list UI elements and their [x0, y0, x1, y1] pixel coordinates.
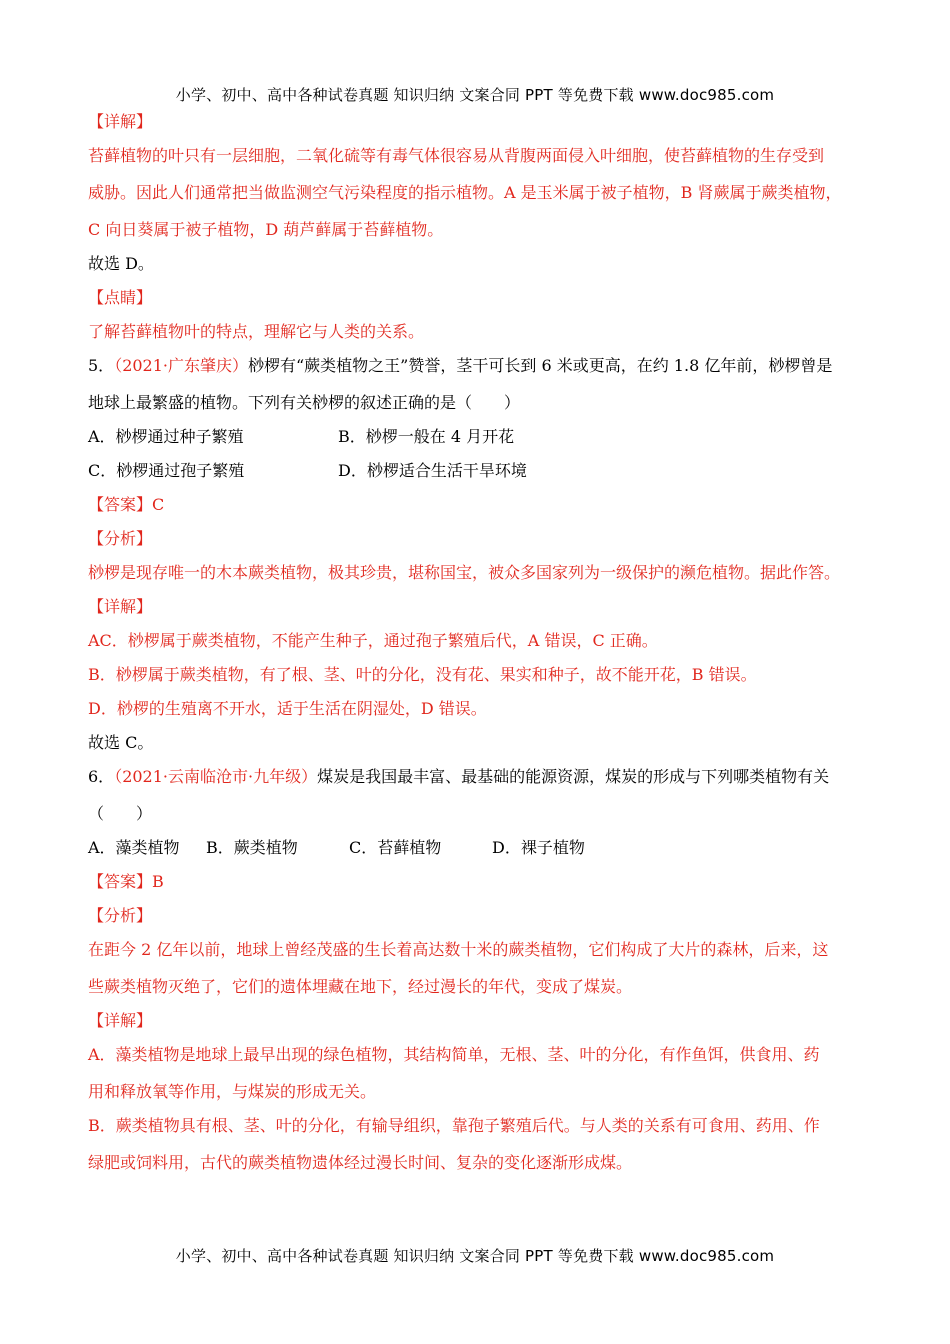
question-source: （2021·云南临沧市·九年级）: [114, 767, 318, 786]
detail-line: A．藻类植物是地球上最早出现的绿色植物，其结构简单，无根、茎、叶的分化，有作鱼饵，供食用、药: [88, 1045, 820, 1064]
answer-value: C: [152, 495, 165, 514]
detail-tag: 【详解】: [88, 1011, 153, 1030]
conclusion: 故选 D。: [88, 254, 154, 273]
question-number: 5．: [88, 356, 115, 375]
detail-line: D．桫椤的生殖离不开水，适于生活在阴湿处，D 错误。: [88, 699, 487, 718]
detail-line: B．蕨类植物具有根、茎、叶的分化，有输导组织，靠孢子繁殖后代。与人类的关系有可食用、药用、作: [88, 1116, 820, 1135]
option-c: C．桫椤通过孢子繁殖: [88, 461, 245, 480]
detail-line: 用和释放氧等作用，与煤炭的形成无关。: [88, 1082, 377, 1101]
page-footer: 小学、初中、高中各种试卷真题 知识归纳 文案合同 PPT 等免费下载 www.doc985.com: [175, 1247, 775, 1265]
option-b: B．桫椤一般在 4 月开花: [338, 427, 515, 446]
answer-tag: 【答案】: [88, 495, 153, 514]
detail-tag: 【详解】: [88, 597, 153, 616]
options-row: [88, 425, 868, 449]
option-d: D．裸子植物: [492, 838, 585, 857]
detail-tag: 【详解】: [88, 112, 153, 131]
question-stem-text: 桫椤有“蕨类植物之王”赞誉，茎干可长到 6 米或更高，在约 1.8 亿年前，桫椤曾是: [248, 356, 833, 375]
detail-line: B．桫椤属于蕨类植物，有了根、茎、叶的分化，没有花、果实和种子，故不能开花，B 错误。: [88, 665, 757, 684]
answer-value: B: [152, 872, 164, 891]
answer-line: [88, 870, 868, 894]
document-body: [88, 110, 868, 1185]
analysis-tag: 【分析】: [88, 529, 153, 548]
option-d: D．桫椤适合生活干旱环境: [338, 461, 527, 480]
question-source: （2021·广东肇庆）: [114, 356, 248, 375]
detail-line: C 向日葵属于被子植物，D 葫芦藓属于苔藓植物。: [88, 220, 444, 239]
question-number: 6．: [88, 767, 115, 786]
option-a: A．藻类植物: [88, 838, 180, 857]
conclusion: 故选 C。: [88, 733, 154, 752]
detail-line: 苔藓植物的叶只有一层细胞，二氧化硫等有毒气体很容易从背腹两面侵入叶细胞，使苔藓植物的生存受到: [88, 146, 825, 165]
detail-line: AC．桫椤属于蕨类植物，不能产生种子，通过孢子繁殖后代，A 错误，C 正确。: [88, 631, 658, 650]
question-stem-text: 煤炭是我国最丰富、最基础的能源资源，煤炭的形成与下列哪类植物有关: [317, 767, 830, 786]
answer-line: [88, 493, 868, 517]
analysis-tag: 【分析】: [88, 906, 153, 925]
detail-line: 绿肥或饲料用，古代的蕨类植物遗体经过漫长时间、复杂的变化逐渐形成煤。: [88, 1153, 633, 1172]
comment-text: 了解苔藓植物叶的特点，理解它与人类的关系。: [88, 322, 425, 341]
analysis-text: 桫椤是现存唯一的木本蕨类植物，极其珍贵，堪称国宝，被众多国家列为一级保护的濒危植物。据此作答。: [88, 563, 841, 582]
options-row: [88, 459, 868, 483]
option-a: A．桫椤通过种子繁殖: [88, 427, 244, 446]
analysis-line: 些蕨类植物灭绝了，它们的遗体埋藏在地下，经过漫长的年代，变成了煤炭。: [88, 977, 633, 996]
option-c: C．苔藓植物: [349, 838, 442, 857]
page-header: 小学、初中、高中各种试卷真题 知识归纳 文案合同 PPT 等免费下载 www.doc985.com: [175, 86, 775, 104]
options-row: [88, 836, 868, 860]
option-b: B．蕨类植物: [206, 838, 298, 857]
analysis-line: 在距今 2 亿年以前，地球上曾经茂盛的生长着高达数十米的蕨类植物，它们构成了大片的森林，后来，这: [88, 940, 829, 959]
question-stem-continued: （ ）: [88, 804, 153, 823]
question-6-stem: [88, 765, 868, 789]
answer-tag: 【答案】: [88, 872, 153, 891]
question-5-stem: [88, 354, 868, 378]
detail-line: 威胁。因此人们通常把当做监测空气污染程度的指示植物。A 是玉米属于被子植物，B 肾蕨属于蕨类植物，: [88, 183, 842, 202]
question-stem-continued: 地球上最繁盛的植物。下列有关桫椤的叙述正确的是（ ）: [88, 393, 521, 412]
comment-tag: 【点睛】: [88, 288, 153, 307]
